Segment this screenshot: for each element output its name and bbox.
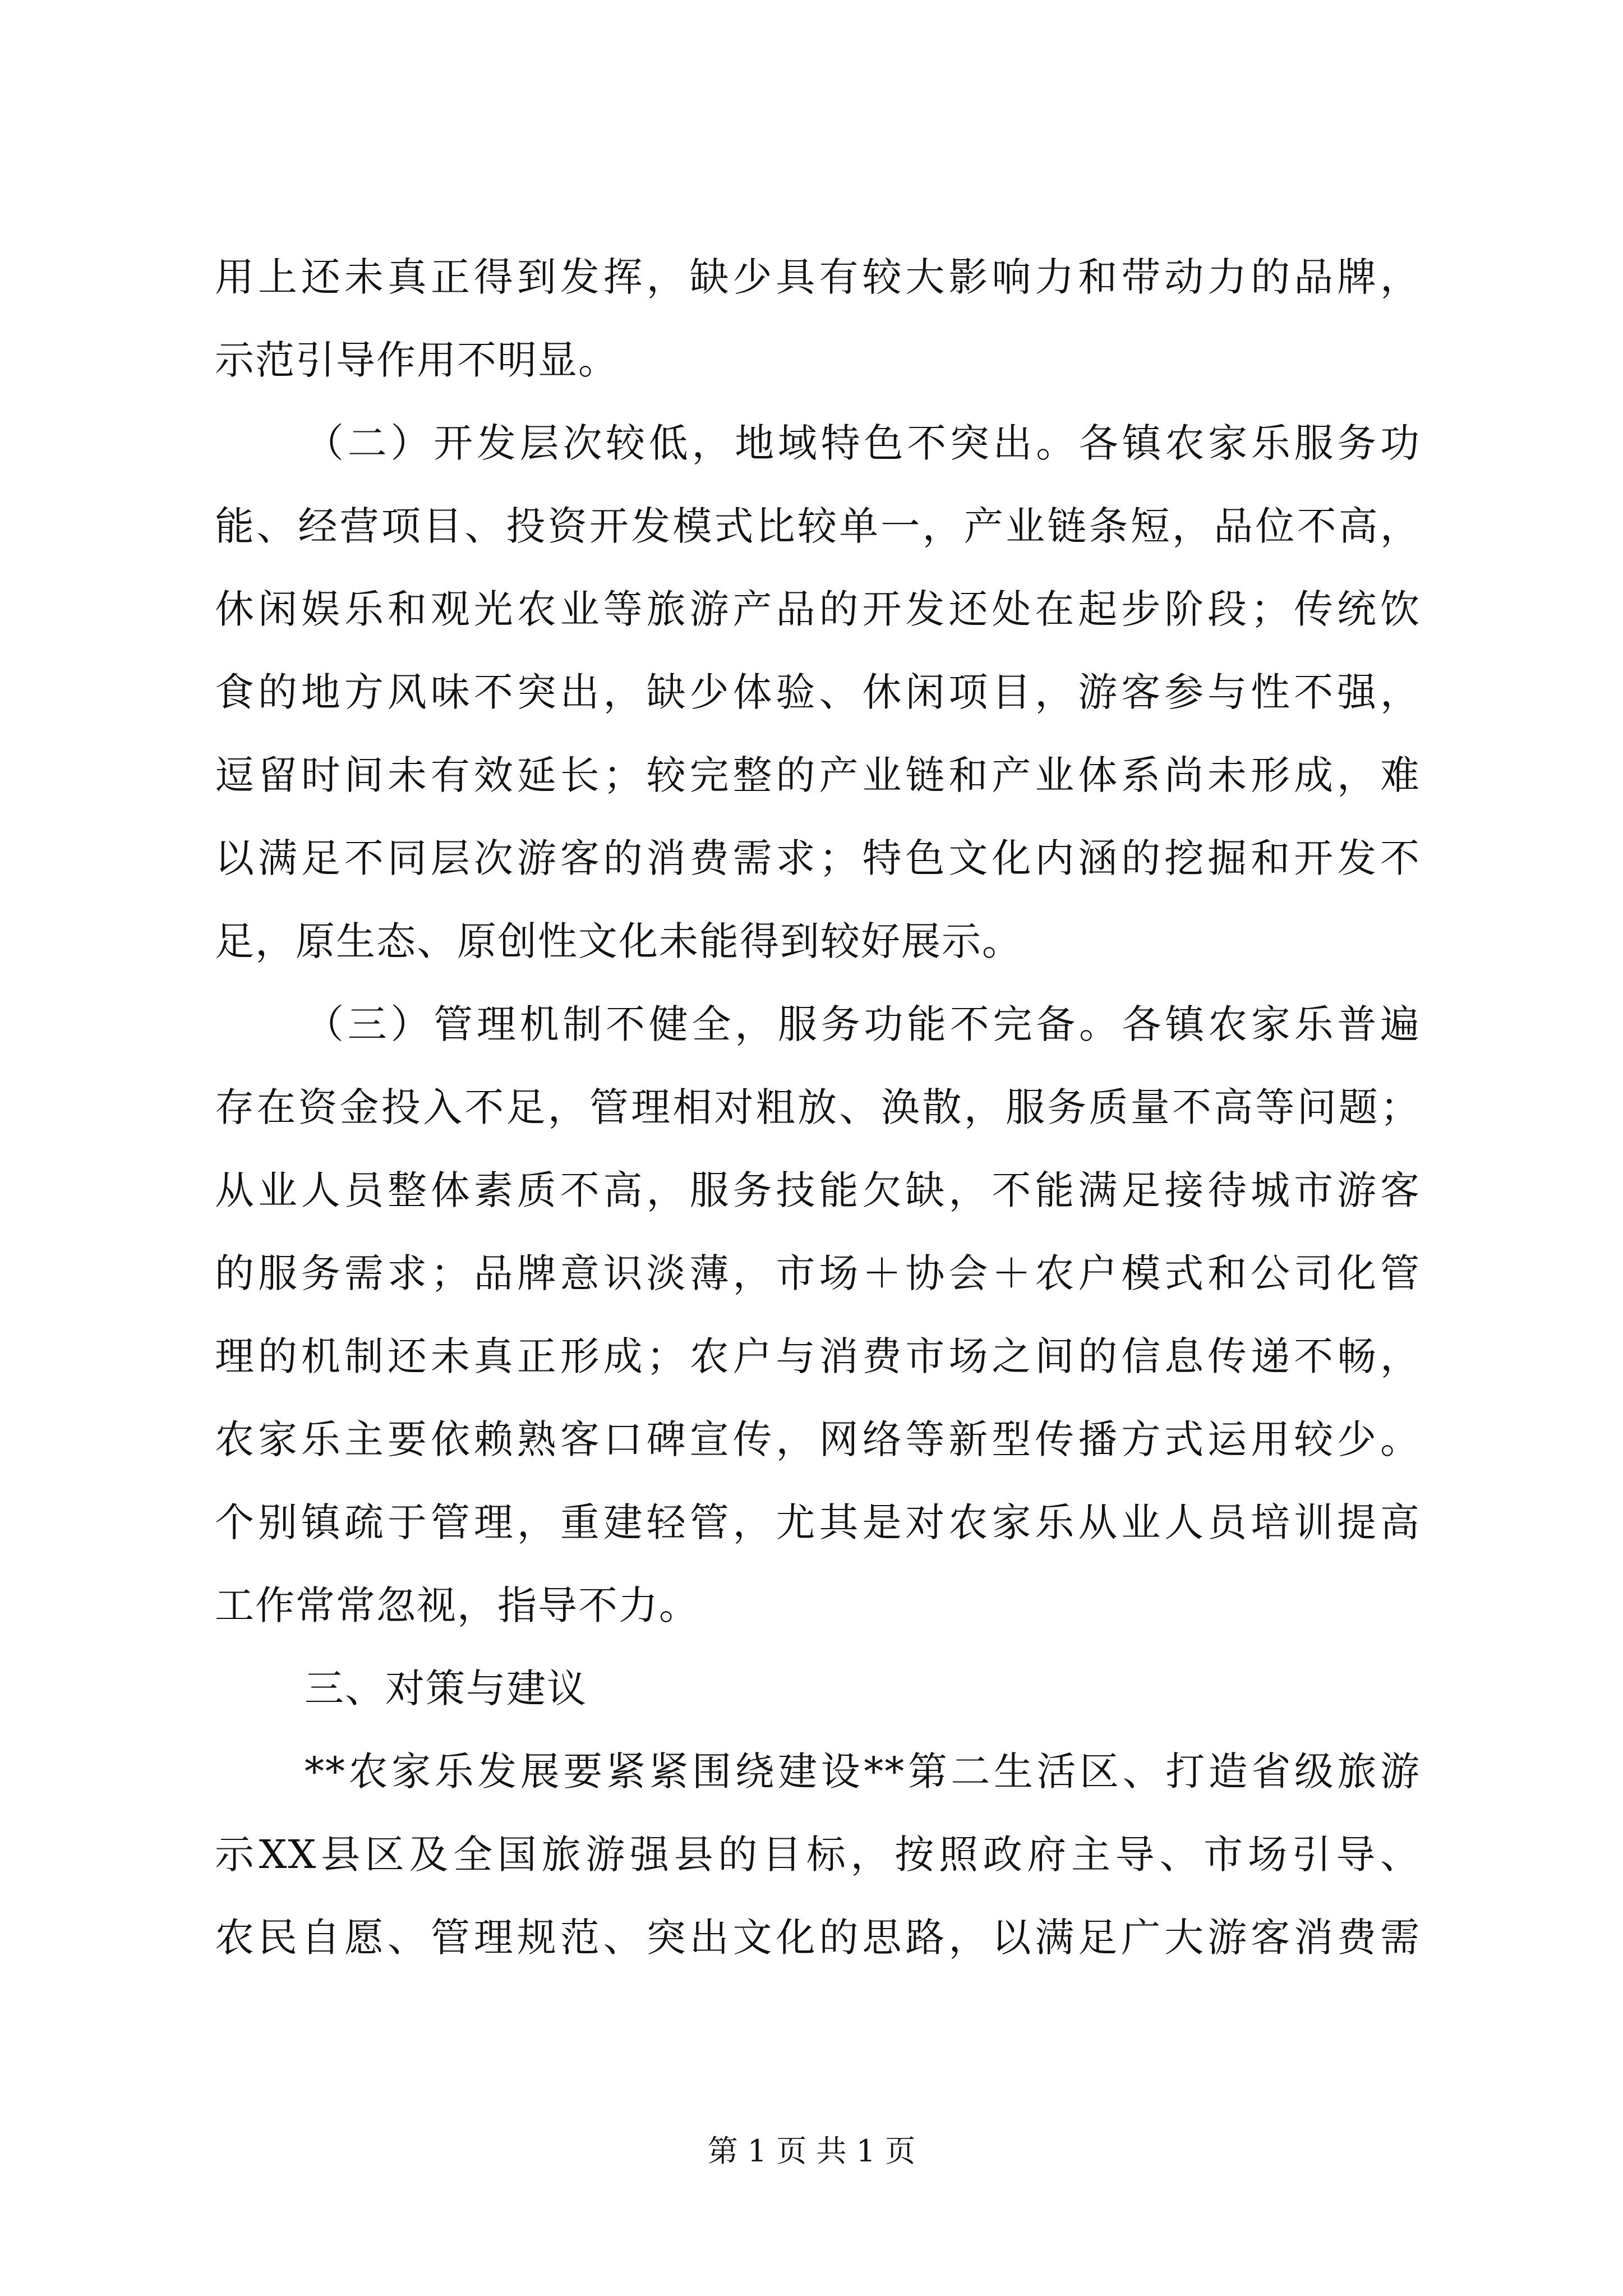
section-heading: 三、对策与建议 [305,1665,587,1711]
text-line-6: 食的地方风味不突出，缺少体验、休闲项目，游客参与性不强， [215,669,1421,715]
text-line-11: 存在资金投入不足，管理相对粗放、涣散，服务质量不高等问题； [215,1084,1421,1130]
text-line-2: 示范引导作用不明显。 [215,337,619,383]
text-line-20: 示XX县区及全国旅游强县的目标，按照政府主导、市场引导、 [215,1832,1421,1878]
text-line-15: 农家乐主要依赖熟客口碑宣传，网络等新型传播方式运用较少。 [215,1416,1421,1462]
text-line-4: 能、经营项目、投资开发模式比较单一，产业链条短，品位不高， [215,503,1421,549]
text-line-16: 个别镇疏于管理，重建轻管，尤其是对农家乐从业人员培训提高 [215,1499,1421,1545]
text-line-21: 农民自愿、管理规范、突出文化的思路，以满足广大游客消费需 [215,1915,1421,1961]
body-text [215,236,1421,1979]
text-line-7: 逗留时间未有效延长；较完整的产业链和产业体系尚未形成，难 [215,752,1421,798]
page-footer: 第 1 页 共 1 页 [707,2133,916,2169]
text-line-10: （三）管理机制不健全，服务功能不完备。各镇农家乐普遍 [305,1001,1421,1047]
text-line-14: 理的机制还未真正形成；农户与消费市场之间的信息传递不畅， [215,1333,1421,1379]
text-line-5: 休闲娱乐和观光农业等旅游产品的开发还处在起步阶段；传统饮 [215,586,1421,632]
text-line-1: 用上还未真正得到发挥，缺少具有较大影响力和带动力的品牌， [215,254,1421,300]
text-line-9: 足，原生态、原创性文化未能得到较好展示。 [215,918,1022,964]
text-line-8: 以满足不同层次游客的消费需求；特色文化内涵的挖掘和开发不 [215,835,1421,881]
text-line-13: 的服务需求；品牌意识淡薄，市场＋协会＋农户模式和公司化管 [215,1250,1421,1296]
text-line-19: **农家乐发展要紧紧围绕建设**第二生活区、打造省级旅游 [305,1749,1421,1795]
text-line-17: 工作常常忽视，指导不力。 [215,1582,699,1628]
text-line-3: （二）开发层次较低，地域特色不突出。各镇农家乐服务功 [305,420,1421,466]
text-line-12: 从业人员整体素质不高，服务技能欠缺，不能满足接待城市游客 [215,1167,1421,1213]
